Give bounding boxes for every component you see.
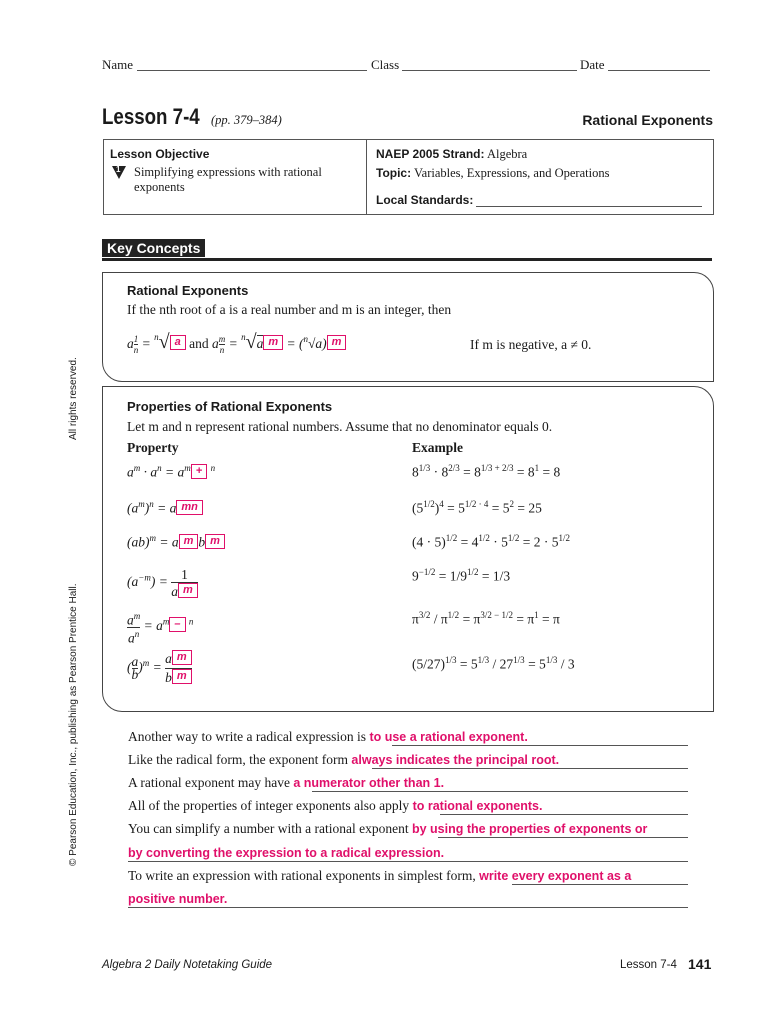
answer-box: + [191,464,207,479]
class-field[interactable] [402,70,577,71]
answer-line [128,907,688,908]
fill-in-answer[interactable]: by using the properties of exponents or [411,822,648,836]
example-row-4: $9^{-1/2} = 1/9^{1/2} = 1/3$ [412,567,511,584]
property-row-2: $(a^m)^n = a$ mn [127,499,203,517]
answer-box: – [169,617,185,632]
name-field[interactable] [137,70,367,71]
fill-in-row [128,845,444,861]
answer-line [372,768,688,769]
rational-text: If the nth root of a is a real number and m is an integer, then [127,302,452,317]
answer-line [392,745,688,746]
fill-in-prompt: Another way to write a radical expression is [128,729,367,744]
fill-in-row [128,868,631,884]
property-column-header: Property [127,440,179,455]
example-row-5: $\pi^{3/2} / \pi^{1/2} = \pi^{3/2 - 1/2} = \pi^1 = \pi$ [412,610,560,627]
property-row-5: $\frac{a^m}{a^n}$ = $a^m - ^n$ [127,611,194,645]
objective-text: Simplifying expressions with rational exponents [134,165,322,194]
rational-heading: Rational Exponents [127,283,249,298]
class-label: Class [371,57,400,72]
name-label: Name [102,57,134,72]
example-row-3: $(4 \cdot 5)^{1/2} = 4^{1/2} \cdot 5^{1/2} = 2 \cdot 5^{1/2}$ [412,533,571,550]
fill-in-answer[interactable]: to use a rational exponent. [369,730,528,744]
answer-box: m [179,534,199,549]
fill-in-answer[interactable]: a numerator other than 1. [293,776,445,790]
footer-book-title: Algebra 2 Daily Notetaking Guide [102,959,273,971]
property-row-6: ( $\frac{a}{b}$ )$^m$ = $\frac{\text{a m}}{\text{b m}}$ [127,650,192,687]
fill-in-row [128,752,559,768]
properties-text: Let m and n represent rational numbers. Assume that no denominator equals 0. [127,419,553,434]
fill-in-answer[interactable]: positive number. [128,892,228,906]
answer-line [312,791,688,792]
fill-in-answer[interactable]: write every exponent as a [479,869,632,883]
fill-in-row [128,891,227,907]
property-row-3: (ab)$^m$ = a m b m [127,533,225,551]
key-concepts-banner [102,239,205,257]
fill-in-row [128,798,542,814]
answer-line [438,837,688,838]
topic-label: Topic: [376,166,412,180]
fill-in-prompt: A rational exponent may have [128,775,290,790]
header-name [102,57,133,73]
example-row-2: $(5^{1/2})^4 = 5^{1/2 \cdot 4} = 5^2 = 25$ [412,499,542,516]
answer-box: m [263,335,283,350]
date-label: Date [580,57,605,72]
answer-line [512,884,688,885]
standards-field[interactable] [476,206,702,207]
fill-in-row [128,729,528,745]
answer-box: m [172,669,192,684]
fill-in-prompt: You can simplify a number with a rational exponent [128,821,409,836]
rights-notice: All rights reserved. [68,357,79,440]
strand-row [376,147,527,162]
fill-in-prompt: To write an expression with rational exponents in simplest form, [128,868,476,883]
lesson-title: Lesson 7-4 [102,104,200,129]
answer-box: m [205,534,225,549]
example-row-6: $(5/27)^{1/3} = 5^{1/3} / 27^{1/3} = 5^{1/3} / 3$ [412,655,575,672]
properties-heading: Properties of Rational Exponents [127,399,333,414]
footer-lesson: Lesson 7-4 [620,959,677,971]
example-column-header: Example [412,440,464,455]
answer-box: mn [176,500,203,515]
rational-note: If m is negative, a ≠ 0. [470,337,592,352]
example-row-1: $8^{1/3} \cdot 8^{2/3} = 8^{1/3 + 2/3} = 8^1 = 8$ [412,463,561,480]
standards-label: Local Standards: [376,193,474,207]
topic-value: Variables, Expressions, and Operations [414,166,610,180]
property-row-4: $(a^{-m})$ = $\frac{1}{\text{a m}}$ [127,567,198,599]
date-field[interactable] [608,70,710,71]
lesson-title-row [102,104,282,130]
key-concepts-label: Key Concepts [107,240,201,256]
answer-box: m [172,650,192,665]
fill-in-answer[interactable]: by converting the expression to a radical expression. [128,846,445,860]
answer-line [440,814,688,815]
objective-heading: Lesson Objective [110,147,210,161]
strand-label: NAEP 2005 Strand: [376,147,485,161]
fill-in-row [128,775,444,791]
page-number: 141 [688,956,712,972]
fill-in-row [128,821,647,837]
answer-box: a [170,335,186,350]
fill-in-answer[interactable]: to rational exponents. [412,799,543,813]
objective-box [103,139,714,215]
copyright-notice: © Pearson Education, Inc., publishing as Pearson Prentice Hall. [68,583,79,866]
strand-value: Algebra [486,147,528,161]
objective-number: 1 [116,165,121,174]
fill-in-prompt: All of the properties of integer exponents also apply [128,798,410,813]
property-row-1: $a^m \cdot a^n = a^m + ^n$ [127,463,216,480]
answer-box: m [178,583,198,598]
banner-rule [102,258,712,261]
topic-row [376,166,609,181]
rational-formula: a $\frac{1}{n}$ = $^n$√ a and a $\frac{m}{n}$ = $^n$√a m = ($^n$√a) m [127,331,346,355]
answer-line [128,861,688,862]
answer-box: m [327,335,347,350]
fill-in-prompt: Like the radical form, the exponent form [128,752,349,767]
topic-title: Rational Exponents [582,112,713,128]
lesson-pages: (pp. 379–384) [210,113,282,127]
fill-in-answer[interactable]: always indicates the principal root. [351,753,560,767]
